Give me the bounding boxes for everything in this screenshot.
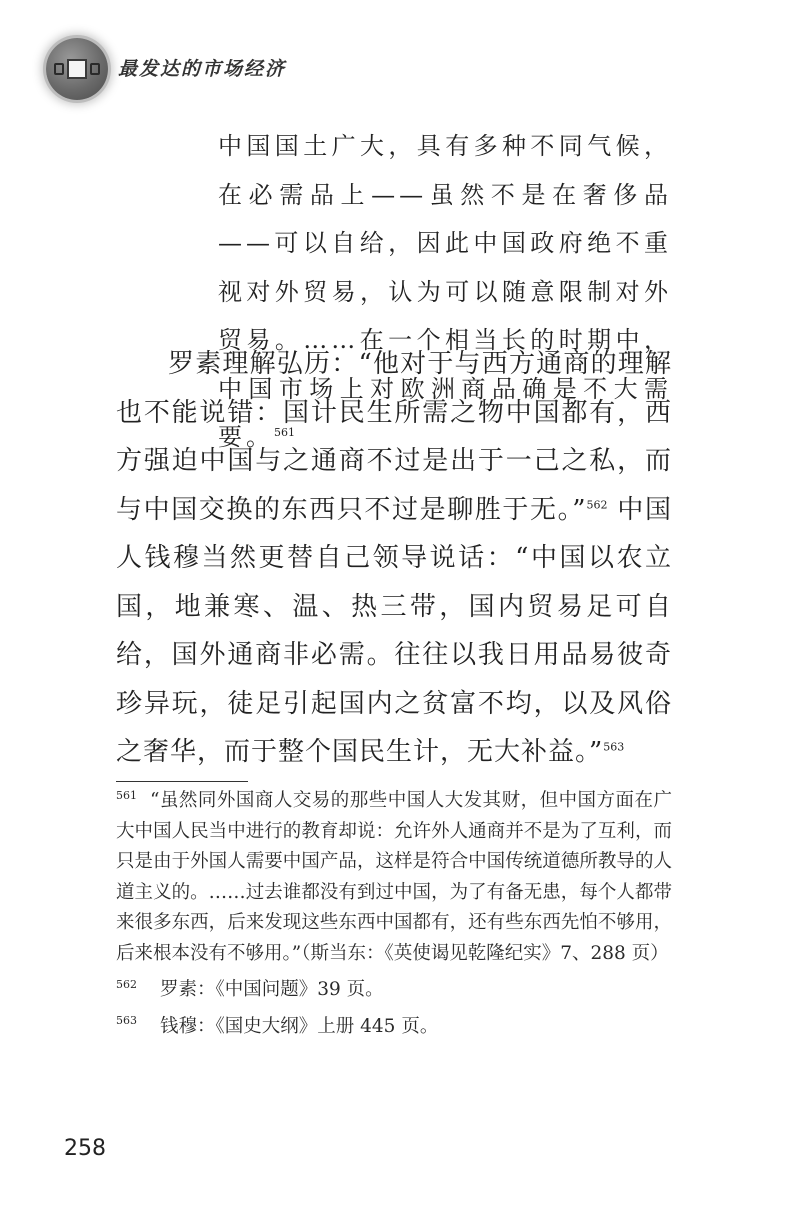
quote-text: 中国国土广大，具有多种不同气候，在必需品上——虽然不是在奢侈品——可以自给，因此中国政府绝不重视对外贸易，认为可以随意限制对外贸易。……在一个相当长的时期中，中国市场上对欧洲商品确是不大需要。 [218,132,672,451]
footnotes [116,786,672,1048]
footnote-ref-563[interactable]: 563 [603,740,625,754]
footnote-563: 563 钱穆：《国史大纲》上册 445 页。 [116,1014,439,1037]
page-number: 258 [64,1136,106,1161]
footnote-ref-562[interactable]: 562 [586,497,608,511]
footnote-text: 钱穆：《国史大纲》上册 445 页。 [160,1015,439,1037]
body-text-part1: 罗素理解弘历：“他对于与西方通商的理解也不能说错：国计民生所需之物中国都有，西方强迫中国与之通商不过是出于一己之私，而与中国交换的东西只不过是聊胜于无。” [116,349,672,525]
footnote-562: 562 罗素：《中国问题》39 页。 [116,977,384,1000]
coin-mark-left [54,63,64,75]
body-paragraph [116,340,672,777]
header-title: 最发达的市场经济 [118,58,287,80]
footnote-text: 罗素：《中国问题》39 页。 [160,979,384,1000]
body-text [116,340,672,777]
footnote-ref-561[interactable]: 561 [274,426,295,439]
coin-icon [46,38,108,100]
coin-hole [67,59,87,79]
footnote-rule [116,781,248,782]
coin-mark-right [90,63,100,75]
body-text-part2: 中国人钱穆当然更替自己领导说话：“中国以农立国，地兼寒、温、热三带，国内贸易足可自给，国外通商非必需。往往以我日用品易彼奇珍异玩，徒足引起国内之贫富不均，以及风俗之奢华，而于整个国民生计，无大补益。” [116,494,673,767]
footnote-561: 561 “虽然同外国商人交易的那些中国人大发其财，但中国方面在广大中国人民当中进行的教育却说：允许外人通商并不是为了互利，而只是由于外国人需要中国产品，这样是符合中国传统道德所教导的人道主义的。……过去谁都没有到过中国，为了有备无患，每个人都带来很多东西，后来发现这些东西中国都有，还有些东西先怕不够用，后来根本没有不够用。”（斯当东：《英使谒见乾隆纪实》7、288 页） [116,788,672,964]
footnote-text: “虽然同外国商人交易的那些中国人大发其财，但中国方面在广大中国人民当中进行的教育却说：允许外人通商并不是为了互利，而只是由于外国人需要中国产品，这样是符合中国传统道德所教导的人道主义的。……过去谁都没有到过中国，为了有备无患，每个人都带来很多东西，后来发现这些东西中国都有，还有些东西先怕不够用，后来根本没有不够用。”（斯当东：《英使谒见乾隆纪实》7、288 页） [116,790,672,964]
running-header [46,38,746,110]
